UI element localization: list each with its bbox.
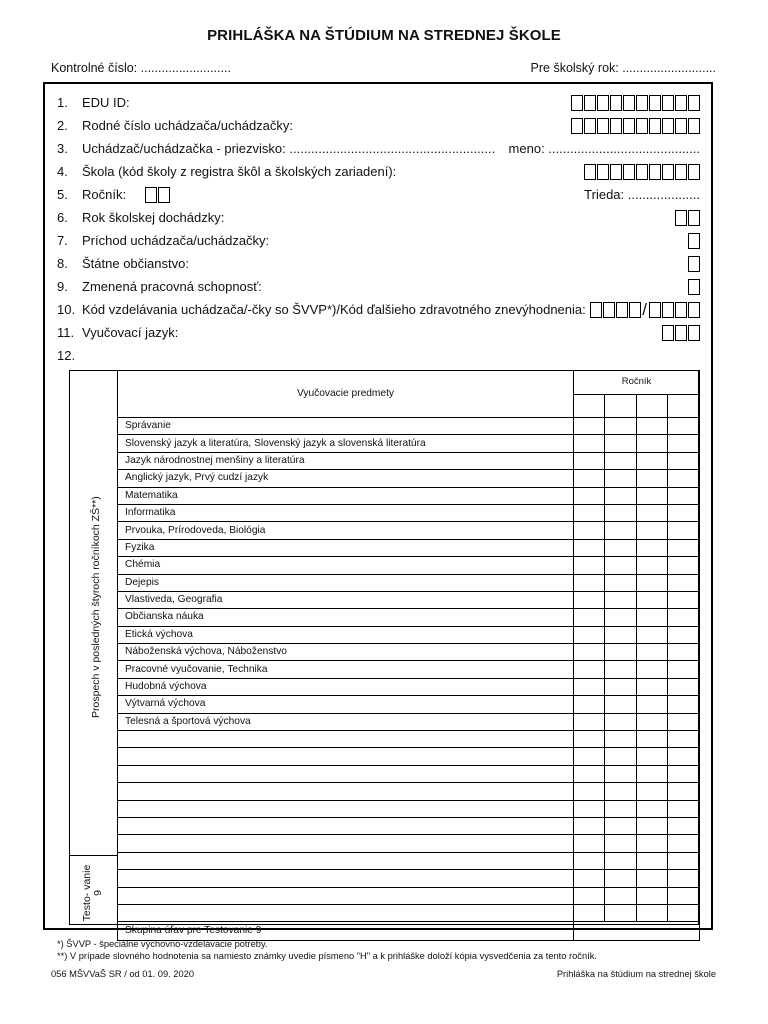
grade-cell[interactable] — [668, 452, 700, 469]
grade-cell[interactable] — [574, 504, 605, 521]
grade-cell[interactable] — [574, 800, 605, 817]
testovanie-cell[interactable] — [574, 887, 605, 904]
grade-cell[interactable] — [637, 800, 668, 817]
grade-cell[interactable] — [668, 539, 700, 556]
grade-cell[interactable] — [574, 557, 605, 574]
subject-name: Fyzika — [118, 539, 574, 556]
grade-cell[interactable] — [668, 504, 700, 521]
footnote-svvp: *) ŠVVP - špeciálne výchovno-vzdelávacie potreby. — [57, 939, 268, 949]
field-label: Ročník: — [82, 187, 127, 202]
grade-cell[interactable] — [605, 591, 637, 608]
grade-cell[interactable] — [668, 574, 700, 591]
testovanie-cell[interactable] — [637, 887, 668, 904]
field-skola — [57, 162, 700, 182]
kontrolne-cislo: Kontrolné číslo: .......................... — [51, 61, 231, 75]
testovanie-cell[interactable] — [637, 904, 668, 921]
grade-cell[interactable] — [605, 661, 637, 678]
subject-name: Pracovné vyučovanie, Technika — [118, 661, 574, 678]
grade-cell[interactable] — [605, 487, 637, 504]
subject-row — [118, 852, 700, 869]
field-number: 12. — [57, 348, 76, 363]
subject-name: Jazyk národnostnej menšiny a literatúra — [118, 452, 574, 469]
field-number: 9. — [57, 279, 68, 294]
subject-row — [118, 557, 700, 574]
rok-dochadzky-boxes[interactable] — [674, 210, 700, 226]
grade-cell[interactable] — [637, 539, 668, 556]
field-label: Vyučovací jazyk: — [82, 325, 179, 340]
grade-cell[interactable] — [637, 661, 668, 678]
grade-cell[interactable] — [574, 626, 605, 643]
grade-cell[interactable] — [574, 713, 605, 730]
grade-cell[interactable] — [668, 713, 700, 730]
skola-kod-boxes[interactable] — [583, 164, 700, 180]
grade-cell[interactable] — [637, 678, 668, 695]
grade-cell[interactable] — [668, 609, 700, 626]
subject-name: Občianska náuka — [118, 609, 574, 626]
edu-id-boxes[interactable] — [570, 95, 700, 111]
subject-row — [118, 504, 700, 521]
grade-cell[interactable] — [574, 748, 605, 765]
grade-cell[interactable] — [574, 574, 605, 591]
testovanie-row — [118, 870, 700, 887]
obcianstvo-box[interactable] — [687, 256, 700, 272]
field-label-meno[interactable]: meno: .......................................... — [508, 141, 700, 156]
grade-cell[interactable] — [637, 731, 668, 748]
grade-cell[interactable] — [637, 817, 668, 834]
subject-row — [118, 713, 700, 730]
rocnik-header: Ročník — [574, 371, 700, 395]
footer-form-code: 056 MŠVVaŠ SR / od 01. 09. 2020 — [51, 969, 194, 979]
subject-name: Telesná a športová výchova — [118, 713, 574, 730]
testovanie-subject[interactable] — [118, 904, 574, 921]
subject-name — [118, 852, 574, 869]
grade-cell[interactable] — [668, 748, 700, 765]
subject-name — [118, 765, 574, 782]
grade-cell[interactable] — [637, 591, 668, 608]
grade-cell[interactable] — [668, 591, 700, 608]
grade-cell[interactable] — [637, 696, 668, 713]
testovanie-row — [118, 887, 700, 904]
field-prichod — [57, 231, 700, 251]
subject-row — [118, 626, 700, 643]
grade-cell[interactable] — [605, 626, 637, 643]
subject-name: Správanie — [118, 418, 574, 435]
subject-row — [118, 452, 700, 469]
subject-row — [118, 783, 700, 800]
field-label: Štátne občianstvo: — [82, 256, 189, 271]
field-meno — [57, 139, 700, 159]
grade-cell[interactable] — [637, 852, 668, 869]
subject-row — [118, 591, 700, 608]
field-label: Príchod uchádzača/uchádzačky: — [82, 233, 270, 248]
testovanie-group-cell[interactable] — [574, 922, 700, 941]
subject-row — [118, 470, 700, 487]
testovanie-cell[interactable] — [574, 870, 605, 887]
field-label: Zmenená pracovná schopnosť: — [82, 279, 262, 294]
subject-row — [118, 817, 700, 834]
subject-row — [118, 678, 700, 695]
skolsky-rok: Pre školský rok: ........................... — [530, 61, 716, 75]
subject-name — [118, 817, 574, 834]
rocnik-col-1 — [574, 394, 605, 418]
grade-cell[interactable] — [637, 574, 668, 591]
grade-cell[interactable] — [574, 765, 605, 782]
field-vyucovaci-jazyk — [57, 323, 700, 343]
grade-cell[interactable] — [574, 522, 605, 539]
subject-name: Slovenský jazyk a literatúra, Slovenský jazyk a slovenská literatúra — [118, 435, 574, 452]
field-number: 3. — [57, 141, 68, 156]
subject-name: Matematika — [118, 487, 574, 504]
subject-name: Anglický jazyk, Prvý cudzí jazyk — [118, 470, 574, 487]
rocnik-col-3 — [637, 394, 668, 418]
testovanie-cell[interactable] — [668, 870, 700, 887]
grade-cell[interactable] — [574, 591, 605, 608]
grade-cell[interactable] — [637, 644, 668, 661]
grade-cell[interactable] — [605, 504, 637, 521]
grade-cell[interactable] — [605, 731, 637, 748]
grade-cell[interactable] — [637, 609, 668, 626]
subject-row — [118, 487, 700, 504]
field-rocnik — [57, 185, 700, 205]
grade-cell[interactable] — [668, 522, 700, 539]
field-number: 5. — [57, 187, 68, 202]
grade-cell[interactable] — [574, 487, 605, 504]
field-prospech — [57, 346, 700, 366]
grade-cell[interactable] — [574, 817, 605, 834]
field-label-trieda[interactable]: Trieda: .................... — [584, 187, 700, 202]
grade-cell[interactable] — [605, 557, 637, 574]
field-label: Rodné číslo uchádzača/uchádzačky: — [82, 118, 294, 133]
grade-cell[interactable] — [605, 522, 637, 539]
subject-name: Prvouka, Prírodoveda, Biológia — [118, 522, 574, 539]
field-number: 2. — [57, 118, 68, 133]
kod-svvp-boxes[interactable] — [589, 302, 641, 318]
field-obcianstvo — [57, 254, 700, 274]
prichod-box[interactable] — [687, 233, 700, 249]
grade-cell[interactable] — [574, 418, 605, 435]
grade-cell[interactable] — [668, 783, 700, 800]
grade-cell[interactable] — [574, 470, 605, 487]
subject-row — [118, 731, 700, 748]
grade-cell[interactable] — [605, 418, 637, 435]
slash-separator: / — [642, 300, 647, 319]
subject-name — [118, 748, 574, 765]
subject-row — [118, 522, 700, 539]
grade-cell[interactable] — [668, 765, 700, 782]
grade-cell[interactable] — [574, 696, 605, 713]
grade-cell[interactable] — [668, 418, 700, 435]
grade-cell[interactable] — [668, 696, 700, 713]
field-kod-vzdelavania — [57, 300, 700, 320]
testovanie-cell[interactable] — [668, 887, 700, 904]
rocnik-boxes[interactable] — [144, 187, 170, 203]
field-number: 11. — [57, 325, 75, 340]
grade-cell[interactable] — [605, 852, 637, 869]
grade-cell[interactable] — [668, 435, 700, 452]
testovanie-side-label: Testo- vanie 9 — [81, 864, 104, 922]
vyucovaci-jazyk-boxes[interactable] — [661, 325, 700, 341]
grade-cell[interactable] — [637, 452, 668, 469]
grade-cell[interactable] — [637, 626, 668, 643]
grade-cell[interactable] — [605, 678, 637, 695]
grade-cell[interactable] — [637, 418, 668, 435]
grade-cell[interactable] — [605, 609, 637, 626]
subject-row — [118, 418, 700, 435]
pracovna-schopnost-box[interactable] — [687, 279, 700, 295]
grade-cell[interactable] — [574, 661, 605, 678]
testovanie-cell[interactable] — [605, 887, 637, 904]
field-number: 1. — [57, 95, 68, 110]
field-edu-id — [57, 93, 700, 113]
grade-cell[interactable] — [637, 504, 668, 521]
grade-cell[interactable] — [574, 731, 605, 748]
testovanie-cell[interactable] — [605, 870, 637, 887]
field-rok-dochadzky — [57, 208, 700, 228]
testovanie-row — [118, 904, 700, 921]
grade-cell[interactable] — [668, 487, 700, 504]
grade-cell[interactable] — [605, 696, 637, 713]
subject-name: Chémia — [118, 557, 574, 574]
subject-row — [118, 800, 700, 817]
field-number: 8. — [57, 256, 68, 271]
subject-row — [118, 609, 700, 626]
subject-row — [118, 644, 700, 661]
grade-cell[interactable] — [637, 783, 668, 800]
subject-name: Dejepis — [118, 574, 574, 591]
grade-cell[interactable] — [637, 765, 668, 782]
grade-cell[interactable] — [605, 435, 637, 452]
field-label: EDU ID: — [82, 95, 130, 110]
grade-cell[interactable] — [605, 452, 637, 469]
subject-name: Výtvarná výchova — [118, 696, 574, 713]
grade-cell[interactable] — [668, 800, 700, 817]
field-pracovna-schopnost — [57, 277, 700, 297]
grade-cell[interactable] — [668, 852, 700, 869]
grade-cell[interactable] — [605, 765, 637, 782]
subject-name — [118, 800, 574, 817]
field-label: Škola (kód školy z registra škôl a školských zariadení): — [82, 164, 397, 179]
grade-cell[interactable] — [605, 800, 637, 817]
grade-cell[interactable] — [605, 644, 637, 661]
grade-cell[interactable] — [668, 626, 700, 643]
testovanie-subject[interactable] — [118, 870, 574, 887]
grade-cell[interactable] — [574, 435, 605, 452]
grade-cell[interactable] — [637, 748, 668, 765]
grade-cell[interactable] — [574, 539, 605, 556]
grade-cell[interactable] — [574, 678, 605, 695]
grade-cell[interactable] — [605, 539, 637, 556]
subject-row — [118, 539, 700, 556]
subject-name: Náboženská výchova, Náboženstvo — [118, 644, 574, 661]
testovanie-cell[interactable] — [668, 904, 700, 921]
subject-name — [118, 783, 574, 800]
grade-cell[interactable] — [668, 678, 700, 695]
subject-row — [118, 574, 700, 591]
grade-cell[interactable] — [637, 522, 668, 539]
grade-cell[interactable] — [574, 452, 605, 469]
grade-cell[interactable] — [637, 713, 668, 730]
testovanie-group-label: Skupina úľav pre Testovanie 9 — [118, 922, 574, 941]
grade-cell[interactable] — [574, 852, 605, 869]
rocnik-col-2 — [605, 394, 637, 418]
subject-row — [118, 696, 700, 713]
grade-cell[interactable] — [574, 783, 605, 800]
subject-name: Informatika — [118, 504, 574, 521]
subject-name — [118, 731, 574, 748]
subject-name: Etická výchova — [118, 626, 574, 643]
subject-row — [118, 835, 700, 852]
kod-znevyhodnenia-boxes[interactable] — [648, 302, 700, 318]
grade-cell[interactable] — [668, 661, 700, 678]
field-number: 10. — [57, 302, 76, 317]
testovanie-subject[interactable] — [118, 887, 574, 904]
footer-form-name: Prihláška na štúdium na strednej škole — [556, 969, 716, 979]
grade-cell[interactable] — [668, 557, 700, 574]
subject-row — [118, 765, 700, 782]
subject-row — [118, 661, 700, 678]
field-label-priezvisko[interactable]: Uchádzač/uchádzačka - priezvisko: ......................................................... — [82, 141, 496, 156]
grade-cell[interactable] — [637, 487, 668, 504]
grade-cell[interactable] — [574, 609, 605, 626]
grade-cell[interactable] — [605, 748, 637, 765]
grade-cell[interactable] — [574, 835, 605, 852]
grade-cell[interactable] — [637, 557, 668, 574]
subjects-header: Vyučovacie predmety — [118, 371, 574, 418]
footnote-hodnotenie: **) V prípade slovného hodnotenia sa namiesto známky uvedie písmeno "H" a k prihláške doloží kópia vysvedčenia za tento ročník. — [57, 951, 597, 961]
field-number: 6. — [57, 210, 68, 225]
grade-cell[interactable] — [574, 644, 605, 661]
testovanie-cell[interactable] — [605, 904, 637, 921]
grade-cell[interactable] — [637, 435, 668, 452]
field-number: 7. — [57, 233, 68, 248]
prospech-side-label: Prospech v posledných štyroch ročníkoch ZŠ**) — [90, 496, 102, 718]
rocnik-col-4 — [668, 394, 700, 418]
grade-cell[interactable] — [637, 470, 668, 487]
grade-cell[interactable] — [605, 835, 637, 852]
field-label: Rok školskej dochádzky: — [82, 210, 225, 225]
grade-cell[interactable] — [605, 574, 637, 591]
rodne-cislo-boxes[interactable] — [570, 118, 700, 134]
grade-cell[interactable] — [605, 713, 637, 730]
grade-cell[interactable] — [668, 817, 700, 834]
field-label: Kód vzdelávania uchádzača/-čky so ŠVVP*)/Kód ďalšieho zdravotného znevýhodnenia: — [82, 302, 586, 317]
grades-table — [117, 370, 700, 941]
subject-name — [118, 835, 574, 852]
grade-cell[interactable] — [637, 835, 668, 852]
section-divider — [69, 855, 117, 856]
field-rodne-cislo — [57, 116, 700, 136]
grade-cell[interactable] — [668, 835, 700, 852]
grade-cell[interactable] — [668, 470, 700, 487]
grade-cell[interactable] — [605, 470, 637, 487]
subject-row — [118, 435, 700, 452]
subject-name: Vlastiveda, Geografia — [118, 591, 574, 608]
grade-cell[interactable] — [668, 644, 700, 661]
grade-cell[interactable] — [668, 731, 700, 748]
subject-name: Hudobná výchova — [118, 678, 574, 695]
grade-cell[interactable] — [605, 817, 637, 834]
field-number: 4. — [57, 164, 68, 179]
testovanie-cell[interactable] — [574, 904, 605, 921]
grade-cell[interactable] — [605, 783, 637, 800]
document-title: PRIHLÁŠKA NA ŠTÚDIUM NA STREDNEJ ŠKOLE — [207, 27, 561, 44]
subject-row — [118, 748, 700, 765]
testovanie-cell[interactable] — [637, 870, 668, 887]
